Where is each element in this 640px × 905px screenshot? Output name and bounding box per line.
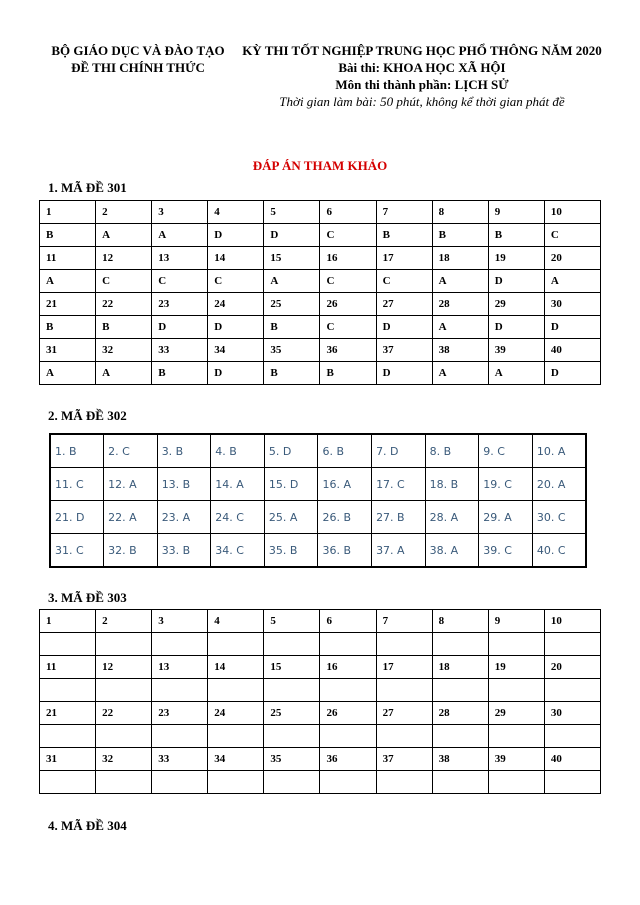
table-cell: D [488,270,544,293]
table-cell: B [320,362,376,385]
table-cell: C [544,224,600,247]
table-cell: 6. B [318,434,372,468]
table-cell: 38 [432,748,488,771]
table-cell [152,633,208,656]
table-cell [432,725,488,748]
table-cell: 13 [152,656,208,679]
section-heading-301: 1. MÃ ĐỀ 301 [48,180,127,195]
table-cell [208,725,264,748]
table-row [40,610,601,633]
table-cell: 19 [488,656,544,679]
table-cell: 36 [320,748,376,771]
table-cell [96,725,152,748]
table-cell: 23 [152,702,208,725]
table-cell: 2. C [104,434,158,468]
table-cell: 17. C [372,468,426,501]
table-cell: 12 [96,656,152,679]
table-cell: B [152,362,208,385]
table-cell: 9. C [479,434,533,468]
document-title: ĐÁP ÁN THAM KHẢO [252,158,388,173]
table-cell: 26 [320,293,376,316]
exam-name: KỲ THI TỐT NGHIỆP TRUNG HỌC PHỔ THÔNG NĂM 2020 [242,43,602,58]
table-cell: B [488,224,544,247]
table-cell: 34 [208,748,264,771]
table-cell [152,725,208,748]
table-cell: 33 [152,748,208,771]
table-row [40,201,601,224]
table-cell: 29 [488,702,544,725]
table-cell: 6 [320,610,376,633]
table-cell: 34 [208,339,264,362]
table-cell [376,679,432,702]
table-cell: 9 [488,201,544,224]
table-cell [376,633,432,656]
table-cell [264,633,320,656]
table-cell: 26. B [318,501,372,534]
table-cell: 10. A [532,434,586,468]
table-cell: 6 [320,201,376,224]
table-cell [40,679,96,702]
exam-header [232,42,612,110]
table-cell: 12 [96,247,152,270]
table-cell [264,725,320,748]
table-cell: B [264,362,320,385]
table-cell: 24 [208,293,264,316]
table-cell: 14 [208,656,264,679]
table-cell: 24. C [211,501,265,534]
table-cell: 2 [96,201,152,224]
table-cell: 31. C [50,534,104,568]
table-cell: 30 [544,702,600,725]
table-cell [544,633,600,656]
table-cell: 1. B [50,434,104,468]
table-cell: 3. B [157,434,211,468]
table-cell: 33. B [157,534,211,568]
table-cell: 14. A [211,468,265,501]
table-cell [376,725,432,748]
table-cell: 10 [544,610,600,633]
table-cell: B [432,224,488,247]
section-heading-302: 2. MÃ ĐỀ 302 [48,408,127,423]
table-cell: 40 [544,339,600,362]
table-cell: D [488,316,544,339]
table-cell [376,771,432,794]
table-cell [544,725,600,748]
table-cell: 28. A [425,501,479,534]
table-cell [96,633,152,656]
table-row [50,534,586,568]
table-cell: 27. B [372,501,426,534]
table-cell: 11 [40,247,96,270]
answer-table-301 [39,200,601,385]
table-cell: 39 [488,339,544,362]
table-cell: 37 [376,339,432,362]
table-cell: 25 [264,293,320,316]
table-cell [544,679,600,702]
table-cell: 18 [432,656,488,679]
table-cell: 1 [40,610,96,633]
table-cell: 1 [40,201,96,224]
official-exam-label: ĐỀ THI CHÍNH THỨC [71,60,205,75]
table-cell: 28 [432,293,488,316]
table-row [40,679,601,702]
table-cell: 16. A [318,468,372,501]
table-cell: B [40,316,96,339]
exam-duration: Thời gian làm bài: 50 phút, không kể thời gian phát đề [279,94,565,109]
table-cell: A [432,316,488,339]
table-cell: 22 [96,702,152,725]
table-cell: A [152,224,208,247]
table-cell: 18 [432,247,488,270]
table-cell [264,771,320,794]
table-cell: 14 [208,247,264,270]
table-cell: 21 [40,702,96,725]
table-row [40,339,601,362]
table-cell: 29. A [479,501,533,534]
table-cell: 8. B [425,434,479,468]
table-cell: 5 [264,201,320,224]
table-cell: 18. B [425,468,479,501]
table-cell: 3 [152,610,208,633]
ministry-name: BỘ GIÁO DỤC VÀ ĐÀO TẠO [51,43,225,58]
table-cell: 15. D [264,468,318,501]
table-row [50,501,586,534]
table-cell: 35. B [264,534,318,568]
table-cell [264,679,320,702]
table-cell: 11. C [50,468,104,501]
table-cell [544,771,600,794]
table-cell: 32 [96,748,152,771]
table-cell: 23 [152,293,208,316]
table-cell: A [40,362,96,385]
table-cell [152,679,208,702]
table-cell: 11 [40,656,96,679]
table-cell: C [320,316,376,339]
table-cell [432,771,488,794]
exam-subject: Bài thi: KHOA HỌC XÃ HỘI [338,60,506,75]
table-cell: 40. C [532,534,586,568]
table-cell [488,725,544,748]
table-cell: 13. B [157,468,211,501]
table-row [50,468,586,501]
table-cell: 30 [544,293,600,316]
table-cell: 20 [544,656,600,679]
table-cell [208,771,264,794]
table-cell [40,633,96,656]
table-cell: 22. A [104,501,158,534]
table-cell: 32 [96,339,152,362]
table-cell: A [544,270,600,293]
table-row [50,434,586,468]
table-cell [488,771,544,794]
table-cell: 4 [208,610,264,633]
table-cell: 4. B [211,434,265,468]
table-cell: 5. D [264,434,318,468]
ministry-header [38,42,238,76]
table-cell: 16 [320,247,376,270]
table-cell: 7 [376,610,432,633]
table-cell: 13 [152,247,208,270]
table-cell: 12. A [104,468,158,501]
table-cell: 7 [376,201,432,224]
section-heading-304: 4. MÃ ĐỀ 304 [48,818,127,833]
table-cell: D [208,224,264,247]
table-cell: 16 [320,656,376,679]
table-cell: 33 [152,339,208,362]
table-cell: 3 [152,201,208,224]
table-cell: 25. A [264,501,318,534]
table-cell: 7. D [372,434,426,468]
table-cell: 4 [208,201,264,224]
table-cell: 34. C [211,534,265,568]
table-cell [208,679,264,702]
table-cell: 23. A [157,501,211,534]
table-row [40,362,601,385]
table-cell: C [376,270,432,293]
table-row [40,224,601,247]
table-cell [208,633,264,656]
table-cell: 35 [264,339,320,362]
table-cell: 39. C [479,534,533,568]
table-cell: 20. A [532,468,586,501]
section-heading-303: 3. MÃ ĐỀ 303 [48,590,127,605]
table-cell: 35 [264,748,320,771]
table-cell: 37 [376,748,432,771]
table-cell: 9 [488,610,544,633]
table-cell: D [376,316,432,339]
table-cell: 31 [40,748,96,771]
table-cell: A [96,362,152,385]
table-cell: 38 [432,339,488,362]
table-cell: C [320,224,376,247]
table-cell [432,679,488,702]
table-cell: 29 [488,293,544,316]
table-cell: C [152,270,208,293]
table-cell [40,771,96,794]
table-cell: 8 [432,610,488,633]
table-cell: 15 [264,656,320,679]
table-cell: 30. C [532,501,586,534]
table-cell: 40 [544,748,600,771]
table-cell [320,633,376,656]
table-row [40,656,601,679]
table-cell: 17 [376,247,432,270]
table-cell: 36. B [318,534,372,568]
table-cell: 27 [376,293,432,316]
answer-table-303 [39,609,601,794]
table-cell: 36 [320,339,376,362]
table-cell: 37. A [372,534,426,568]
table-cell: D [264,224,320,247]
table-cell [152,771,208,794]
table-cell: 2 [96,610,152,633]
table-cell: D [376,362,432,385]
table-cell: 19. C [479,468,533,501]
table-cell: 22 [96,293,152,316]
table-cell [320,771,376,794]
table-cell: B [96,316,152,339]
table-cell: 21 [40,293,96,316]
table-cell: 19 [488,247,544,270]
table-cell: 28 [432,702,488,725]
answer-table-302 [49,433,587,568]
table-cell: B [376,224,432,247]
table-cell: D [152,316,208,339]
table-cell: 26 [320,702,376,725]
table-cell: 20 [544,247,600,270]
table-row [40,748,601,771]
table-cell: 27 [376,702,432,725]
table-cell [488,633,544,656]
table-cell: A [40,270,96,293]
table-cell: D [208,362,264,385]
table-cell: 21. D [50,501,104,534]
table-cell [96,771,152,794]
table-cell: A [96,224,152,247]
table-cell [432,633,488,656]
table-cell: 31 [40,339,96,362]
table-cell [40,725,96,748]
table-cell: 15 [264,247,320,270]
table-cell [96,679,152,702]
table-row [40,293,601,316]
table-row [40,247,601,270]
table-cell: 32. B [104,534,158,568]
table-row [40,633,601,656]
table-cell [488,679,544,702]
table-cell [320,725,376,748]
table-cell: 8 [432,201,488,224]
table-row [40,725,601,748]
table-cell [320,679,376,702]
table-cell: 24 [208,702,264,725]
table-row [40,316,601,339]
table-cell: 17 [376,656,432,679]
table-cell: 5 [264,610,320,633]
table-cell: A [432,270,488,293]
table-cell: 25 [264,702,320,725]
exam-component: Môn thi thành phần: LỊCH SỬ [335,77,509,92]
table-cell: B [264,316,320,339]
table-cell: A [432,362,488,385]
table-row [40,702,601,725]
table-cell: D [544,316,600,339]
table-cell: C [208,270,264,293]
table-row [40,270,601,293]
table-cell: 10 [544,201,600,224]
table-cell: C [320,270,376,293]
table-cell: C [96,270,152,293]
table-cell: A [264,270,320,293]
table-cell: A [488,362,544,385]
table-cell: D [208,316,264,339]
table-cell: 39 [488,748,544,771]
table-cell: D [544,362,600,385]
table-cell: B [40,224,96,247]
table-cell: 38. A [425,534,479,568]
table-row [40,771,601,794]
